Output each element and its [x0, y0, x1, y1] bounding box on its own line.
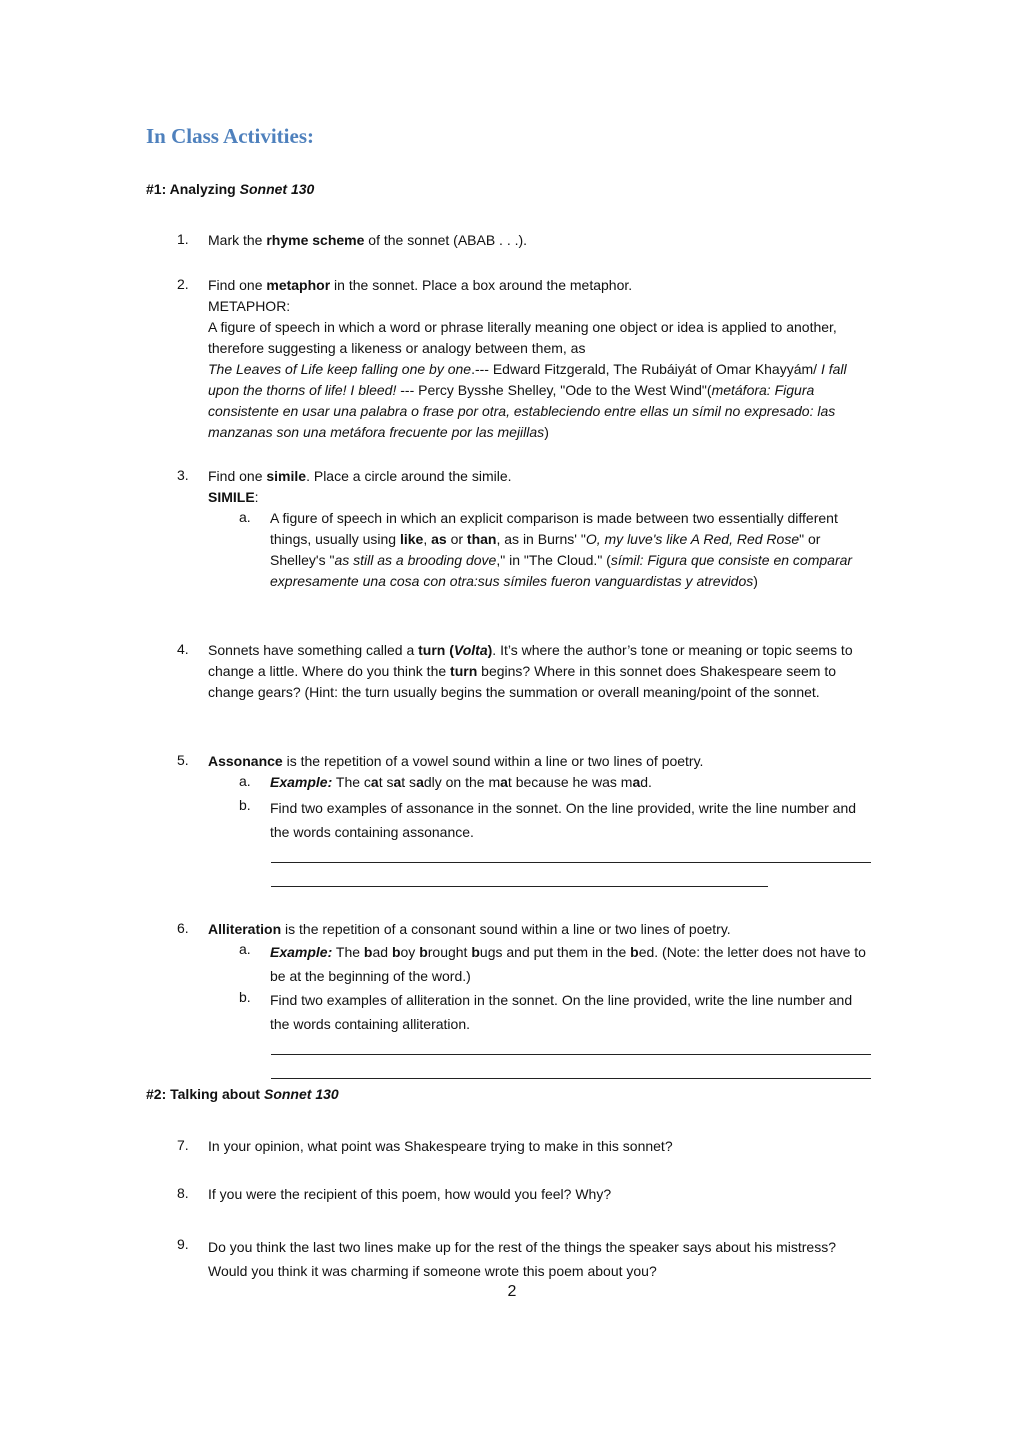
assonance-instructions: Find two examples of assonance in the sonnet. On the line provided, write the line number and the words containing assonance.: [270, 800, 857, 840]
metaphor-close-paren: ): [544, 424, 549, 440]
volta-word: Volta: [453, 642, 488, 658]
item-2-number: 2.: [177, 276, 189, 292]
item-6-number: 6.: [177, 920, 189, 936]
assonance-ex-part: t because he was m: [507, 774, 633, 790]
simile-word-than: than: [466, 531, 497, 547]
alliteration-answer-line-1[interactable]: [271, 1054, 871, 1055]
item-3-text-a: Find one: [208, 468, 267, 484]
assonance-ex-part: d.: [640, 774, 652, 790]
alliteration-ex-consonant: b: [419, 944, 428, 960]
simile-burns-quote: O, my luve's like A Red, Red Rose: [585, 531, 800, 547]
item-2-text-c: in the sonnet. Place a box around the metaphor.: [330, 277, 633, 293]
alliteration-answer-line-2[interactable]: [271, 1078, 871, 1079]
item-1-keyword: rhyme scheme: [266, 232, 365, 248]
item-4-text-a: Sonnets have something called a: [208, 642, 419, 658]
simile-close-paren: ): [753, 573, 758, 589]
section-2-prefix: #2: Talking about: [146, 1086, 264, 1102]
assonance-answer-line-1[interactable]: [271, 862, 871, 863]
simile-label: SIMILE: [208, 489, 255, 505]
item-4-text-d: begins? Where in this sonnet does Shakespeare seem to change gears? (Hint: the turn usually begins the summation or overall meaning/point of the sonnet.: [208, 663, 837, 700]
assonance-ex-vowel: a: [632, 774, 641, 790]
assonance-example-label: Example:: [270, 774, 333, 790]
item-1-text-c: of the sonnet (ABAB . . .).: [364, 232, 528, 248]
item-5a-letter: a.: [239, 773, 251, 789]
item-5b-letter: b.: [239, 797, 251, 813]
assonance-answer-line-2[interactable]: [271, 886, 768, 887]
assonance-ex-part: t s: [378, 774, 394, 790]
item-3a-letter: a.: [239, 509, 251, 525]
assonance-ex-part: t s: [401, 774, 417, 790]
metaphor-example-1-source: .--- Edward Fitzgerald, The Rubáiyát of Omar Khayyám/: [471, 361, 821, 377]
item-5-number: 5.: [177, 752, 189, 768]
alliteration-term: Alliteration: [208, 921, 282, 937]
item-3-text: [208, 466, 878, 508]
section-1-title: [146, 181, 314, 197]
section-1-work-title: Sonnet 130: [239, 181, 315, 197]
section-2-title: [146, 1086, 339, 1102]
page-number: 2: [507, 1283, 517, 1300]
alliteration-ex-part: oy: [400, 944, 420, 960]
alliteration-ex-consonant: b: [630, 944, 639, 960]
simile-word-as: as: [431, 531, 447, 547]
item-3-number: 3.: [177, 467, 189, 483]
assonance-ex-vowel: a: [370, 774, 379, 790]
assonance-term: Assonance: [208, 753, 283, 769]
alliteration-ex-consonant: b: [471, 944, 480, 960]
section-2-work-title: Sonnet 130: [263, 1086, 339, 1102]
simile-shelley-intro: " or Shelley's ": [270, 531, 821, 568]
metaphor-label: METAPHOR:: [208, 298, 291, 314]
assonance-definition: is the repetition of a vowel sound within a line or two lines of poetry.: [282, 753, 704, 769]
alliteration-example-label: Example:: [270, 944, 333, 960]
simile-word-like: like: [399, 531, 424, 547]
simile-definition: [270, 508, 875, 592]
simile-comma: ,: [423, 531, 432, 547]
simile-burns-intro: , as in Burns' ": [496, 531, 586, 547]
simile-def-text: A figure of speech in which an explicit comparison is made between two essentially different things, usually using: [270, 510, 838, 547]
alliteration-ex-part: rought: [427, 944, 472, 960]
simile-word-or: or: [446, 531, 467, 547]
item-8-text: If you were the recipient of this poem, how would you feel? Why?: [208, 1186, 612, 1202]
assonance-ex-part: dly on the m: [423, 774, 501, 790]
metaphor-example-1: The Leaves of Life keep falling one by one: [208, 361, 472, 377]
metaphor-def-text: A figure of speech in which a word or phrase literally meaning one object or idea is applied to another, therefore suggesting a likeness or analogy between them, as: [208, 319, 837, 356]
item-3-text-c: . Place a circle around the simile.: [306, 468, 512, 484]
item-2-text: [208, 275, 878, 443]
item-4-text-c: . It’s where the author’s tone or meaning or topic seems to change a little. Where do you think the: [208, 642, 853, 679]
item-7-text: In your opinion, what point was Shakespeare trying to make in this sonnet?: [208, 1138, 673, 1154]
assonance-ex-vowel: a: [500, 774, 508, 790]
page-heading: In Class Activities:: [146, 124, 314, 148]
item-6a-letter: a.: [239, 941, 251, 957]
item-6b-letter: b.: [239, 989, 251, 1005]
item-1-text: [208, 230, 878, 251]
turn-word: turn (: [418, 642, 454, 658]
item-4-number: 4.: [177, 641, 189, 657]
alliteration-ex-part: ugs and put them in the: [479, 944, 631, 960]
alliteration-ex-part: ad: [372, 944, 392, 960]
item-2-keyword: metaphor: [266, 277, 331, 293]
alliteration-definition: is the repetition of a consonant sound within a line or two lines of poetry.: [281, 921, 731, 937]
item-6-text: [208, 919, 878, 940]
assonance-example: [270, 772, 875, 793]
section-1-prefix: #1: Analyzing: [146, 181, 240, 197]
item-1-text-a: Mark the: [208, 232, 267, 248]
simile-label-colon: :: [254, 489, 259, 505]
alliteration-ex-part: The: [332, 944, 364, 960]
item-9-text: Do you think the last two lines make up for the rest of the things the speaker says about his mistress? Would you think it was charming if someone wrote this poem about you?: [208, 1239, 836, 1279]
simile-cloud-ref: ," in "The Cloud." (: [496, 552, 611, 568]
item-1-number: 1.: [177, 231, 189, 247]
alliteration-ex-consonant: b: [391, 944, 401, 960]
assonance-ex-part: The c: [332, 774, 371, 790]
item-4-turn-word: turn: [450, 663, 478, 679]
item-2-text-a: Find one: [208, 277, 267, 293]
metaphor-spanish-definition: metáfora: Figura consistente en usar una palabra o frase por otra, estableciendo entre ellas un símil no expresado: las manzanas son una metáfora frecuente por las mejillas: [208, 382, 836, 440]
metaphor-definition: [208, 317, 878, 443]
metaphor-example-2-source: --- Percy Bysshe Shelley, "Ode to the West Wind"(: [396, 382, 712, 398]
simile-spanish-definition: símil: Figura que consiste en comparar expresamente una cosa con otra:sus símiles fueron vanguardistas y atrevidos: [270, 552, 853, 589]
metaphor-example-2: I fall upon the thorns of life! I bleed!: [208, 361, 847, 398]
item-3-keyword: simile: [266, 468, 307, 484]
item-4-text: [208, 640, 878, 703]
alliteration-instructions: Find two examples of alliteration in the sonnet. On the line provided, write the line number and the words containing alliteration.: [270, 992, 853, 1032]
item-8-number: 8.: [177, 1185, 189, 1201]
item-9-number: 9.: [177, 1236, 189, 1252]
alliteration-ex-part: ed. (Note: the letter does not have to be at the beginning of the word.): [270, 944, 866, 984]
item-7-number: 7.: [177, 1137, 189, 1153]
assonance-ex-vowel: a: [416, 774, 424, 790]
assonance-ex-vowel: a: [393, 774, 402, 790]
item-4-turn-keyword: [418, 642, 492, 658]
item-5-text: [208, 751, 878, 772]
turn-close-paren: ): [487, 642, 493, 658]
simile-shelley-quote: as still as a brooding dove: [334, 552, 497, 568]
alliteration-example: [270, 940, 875, 988]
alliteration-ex-consonant: b: [363, 944, 373, 960]
